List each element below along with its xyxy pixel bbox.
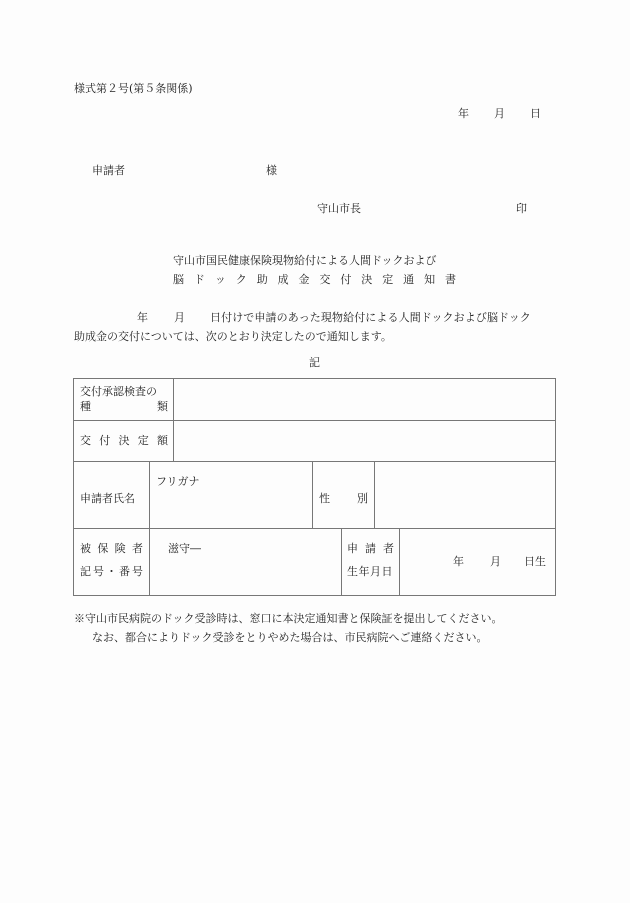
label-char: 被 (80, 542, 91, 555)
date-month: 月 (494, 107, 505, 120)
label-char: 者 (383, 542, 394, 555)
applicant-name-label: 申請者氏名 (80, 492, 135, 505)
title-char: 成 (277, 273, 289, 286)
insured-number-value: 滋守― (168, 542, 201, 555)
addressee-honorific: 様 (266, 164, 277, 177)
title-char: 付 (340, 273, 352, 286)
title-char: ク (235, 273, 247, 286)
title-char: 定 (382, 273, 394, 286)
label-char: 号 (132, 565, 143, 578)
title-line-2 (173, 274, 456, 285)
date-year: 年 (458, 107, 469, 120)
note-line-2: なお、都合によりドック受診をとりやめた場合は、市民病院へご連絡ください。 (92, 631, 488, 644)
title-char: 決 (361, 273, 373, 286)
label-char: 号 (93, 565, 104, 578)
dob-day: 日生 (524, 555, 546, 568)
inspection-type-label-2b: 類 (157, 400, 168, 413)
decision-amount-label (80, 435, 168, 446)
title-char: ド (193, 273, 205, 286)
body-month: 月 (174, 311, 185, 324)
dob-label-line-1 (347, 543, 394, 554)
insured-label-line-1 (80, 543, 143, 554)
form-number: 様式第２号(第５条関係) (74, 82, 193, 95)
label-char: 決 (118, 434, 130, 447)
label-char: 険 (114, 542, 126, 555)
title-char: 交 (319, 273, 331, 286)
label-char: 者 (131, 542, 143, 555)
issuer-seal: 印 (516, 202, 527, 215)
date-day: 日 (530, 107, 541, 120)
label-char: ・ (106, 565, 117, 578)
body-year: 年 (137, 311, 148, 324)
label-char: 定 (137, 434, 149, 447)
title-char: 助 (256, 273, 268, 286)
title-char: 書 (444, 273, 456, 286)
ki-label: 記 (309, 356, 320, 369)
issuer-name: 守山市長 (317, 202, 361, 215)
label-char: 請 (365, 542, 376, 555)
addressee-label: 申請者 (92, 164, 125, 177)
title-char: 金 (298, 273, 310, 286)
dob-month: 月 (490, 555, 501, 568)
inspection-type-label-2a: 種 (80, 400, 91, 413)
insured-label-line-2 (80, 566, 143, 577)
gender-label-right: 別 (357, 492, 368, 505)
note-line-1: ※守山市民病院のドック受診時は、窓口に本決定通知書と保険証を提出してください。 (74, 612, 503, 625)
furigana-label: フリガナ (156, 475, 200, 488)
inspection-type-label-1: 交付承認検査の (80, 385, 157, 398)
title-char: 通 (403, 273, 415, 286)
gender-label-left: 性 (319, 492, 330, 505)
dob-year: 年 (453, 555, 464, 568)
body-line-1: 日付けで申請のあった現物給付による人間ドックおよび脳ドック (210, 311, 531, 324)
dob-label-line-2: 生年月日 (347, 565, 393, 578)
title-char: 知 (424, 273, 436, 286)
label-char: 申 (347, 542, 358, 555)
title-char: ッ (214, 273, 226, 286)
body-line-2: 助成金の交付については、次のとおり決定したので通知します。 (74, 330, 392, 343)
label-char: 記 (80, 565, 91, 578)
decision-table (73, 378, 556, 596)
label-char: 額 (157, 434, 168, 447)
label-char: 交 (80, 434, 91, 447)
title-char: 脳 (173, 273, 184, 286)
label-char: 番 (119, 565, 130, 578)
title-line-1: 守山市国民健康保険現物給付による人間ドックおよび (173, 254, 437, 267)
label-char: 付 (99, 434, 111, 447)
label-char: 保 (97, 542, 109, 555)
